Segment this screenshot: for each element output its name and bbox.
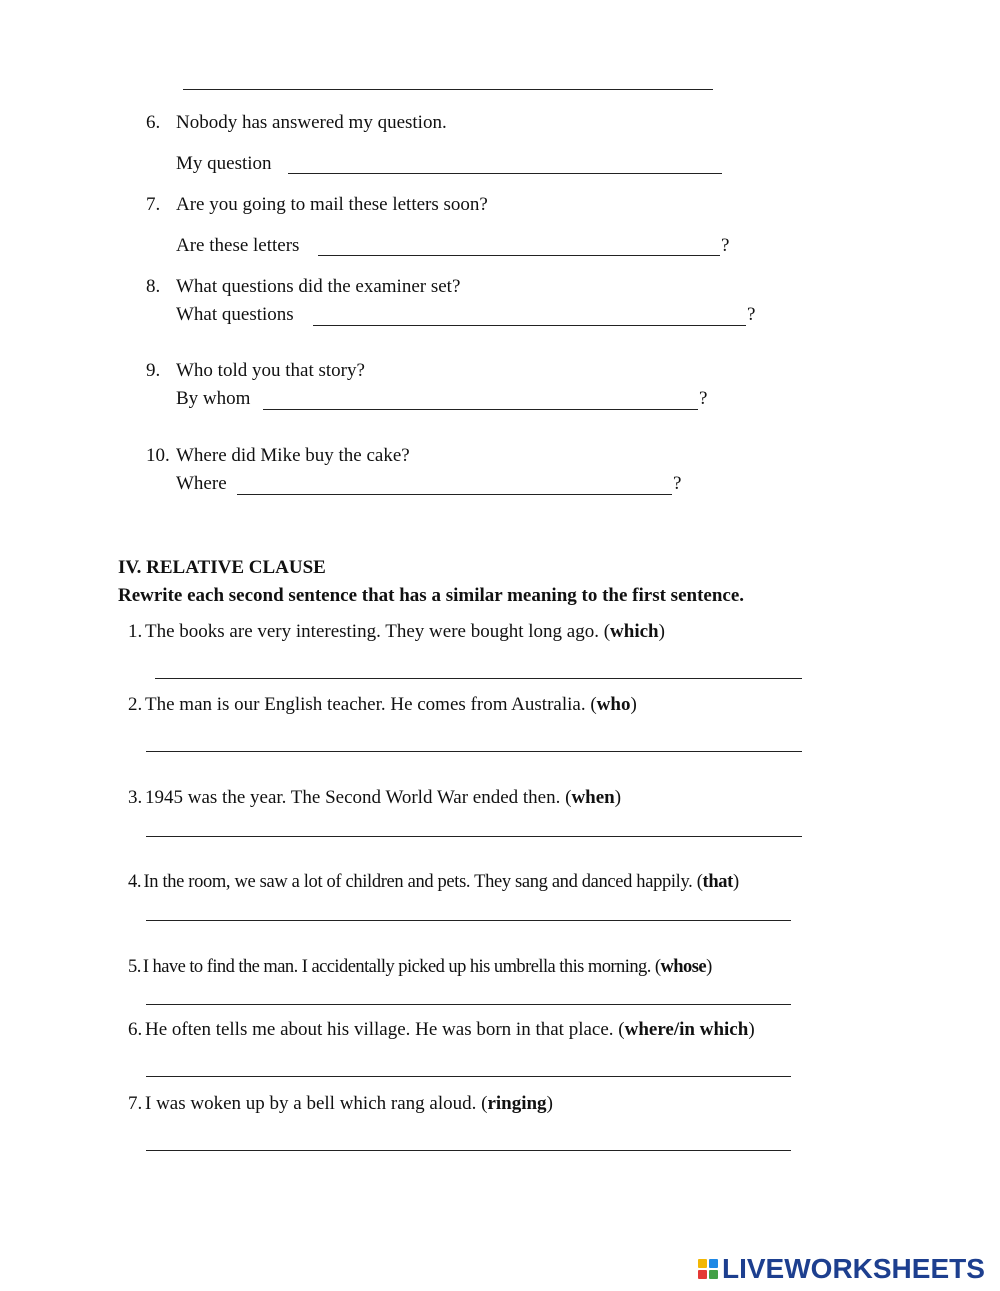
rewrite-input-3[interactable] bbox=[146, 815, 802, 837]
rewrite-input-6[interactable] bbox=[146, 1055, 791, 1077]
question-text: Nobody has answered my question. bbox=[176, 112, 447, 133]
question-text: 1945 was the year. The Second World War ended then. ( bbox=[145, 787, 572, 808]
keyword: where/in which bbox=[624, 1019, 749, 1040]
question-text: I have to find the man. I accidentally picked up his umbrella this morning. ( bbox=[142, 957, 661, 977]
logo-text: LIVEWORKSHEETS bbox=[722, 1253, 985, 1284]
question-text: He often tells me about his village. He was born in that place. ( bbox=[145, 1019, 625, 1040]
answer-suffix: ? bbox=[721, 235, 730, 256]
keyword: when bbox=[571, 787, 615, 808]
question-text: Who told you that story? bbox=[176, 360, 365, 381]
item-number: 6. bbox=[146, 112, 161, 133]
answer-input-9[interactable] bbox=[263, 388, 698, 410]
item-number: 9. bbox=[146, 360, 161, 381]
item-number: 7. bbox=[146, 194, 161, 215]
answer-suffix: ? bbox=[699, 388, 708, 409]
answer-prompt: By whom bbox=[176, 388, 251, 409]
keyword: whose bbox=[660, 957, 707, 977]
answer-prompt: Where bbox=[176, 473, 227, 494]
item-number: 7. bbox=[128, 1093, 143, 1114]
section-instruction: Rewrite each second sentence that has a similar meaning to the first sentence. bbox=[118, 585, 745, 606]
keyword: that bbox=[702, 872, 733, 892]
rewrite-input-1[interactable] bbox=[155, 657, 802, 679]
answer-prompt: My question bbox=[176, 153, 272, 174]
answer-prompt: What questions bbox=[176, 304, 294, 325]
item-number: 10. bbox=[146, 445, 170, 466]
rewrite-input-7[interactable] bbox=[146, 1129, 791, 1151]
item-number: 2. bbox=[128, 694, 143, 715]
question-text: Are you going to mail these letters soon? bbox=[176, 194, 488, 215]
answer-input-8[interactable] bbox=[313, 304, 746, 326]
relative-item-6: 6. He often tells me about his village. He was born in that place. (where/in which) bbox=[128, 1019, 755, 1040]
question-text: I was woken up by a bell which rang aloud. ( bbox=[145, 1093, 488, 1114]
relative-item-1: 1. The books are very interesting. They were bought long ago. (which) bbox=[128, 621, 665, 642]
question-text: What questions did the examiner set? bbox=[176, 276, 461, 297]
item-number: 6. bbox=[128, 1019, 143, 1040]
keyword: ringing bbox=[487, 1093, 547, 1114]
item-number: 5. bbox=[128, 957, 141, 977]
section-title: IV. RELATIVE CLAUSE bbox=[118, 557, 326, 578]
relative-item-2: 2. The man is our English teacher. He comes from Australia. (who) bbox=[128, 694, 637, 715]
question-text: Where did Mike buy the cake? bbox=[176, 445, 410, 466]
item-number: 8. bbox=[146, 276, 161, 297]
answer-suffix: ? bbox=[673, 473, 682, 494]
relative-item-3: 3. 1945 was the year. The Second World War ended then. (when) bbox=[128, 787, 622, 808]
liveworksheets-logo bbox=[698, 1254, 985, 1284]
keyword: which bbox=[610, 621, 659, 642]
rewrite-input-2[interactable] bbox=[146, 730, 802, 752]
relative-item-5: 5. I have to find the man. I accidentally picked up his umbrella this morning. (whose) bbox=[128, 957, 712, 977]
item-number: 3. bbox=[128, 787, 143, 808]
answer-prompt: Are these letters bbox=[176, 235, 300, 256]
answer-input-7[interactable] bbox=[318, 234, 720, 256]
relative-item-4: 4. In the room, we saw a lot of children and pets. They sang and danced happily. (that) bbox=[128, 872, 739, 892]
rewrite-input-4[interactable] bbox=[146, 899, 791, 921]
question-text: The man is our English teacher. He comes from Australia. ( bbox=[145, 694, 597, 715]
logo-mark-icon bbox=[698, 1259, 718, 1279]
answer-input-10[interactable] bbox=[237, 473, 672, 495]
rewrite-input-5[interactable] bbox=[146, 983, 791, 1005]
relative-item-7: 7. I was woken up by a bell which rang aloud. (ringing) bbox=[128, 1093, 553, 1114]
answer-suffix: ? bbox=[747, 304, 756, 325]
answer-line-prev[interactable] bbox=[183, 89, 713, 90]
item-number: 1. bbox=[128, 621, 143, 642]
question-text: The books are very interesting. They were bought long ago. ( bbox=[145, 621, 611, 642]
item-number: 4. bbox=[128, 872, 142, 892]
question-text: In the room, we saw a lot of children and pets. They sang and danced happily. ( bbox=[143, 872, 703, 892]
answer-input-6[interactable] bbox=[288, 152, 722, 174]
keyword: who bbox=[596, 694, 631, 715]
